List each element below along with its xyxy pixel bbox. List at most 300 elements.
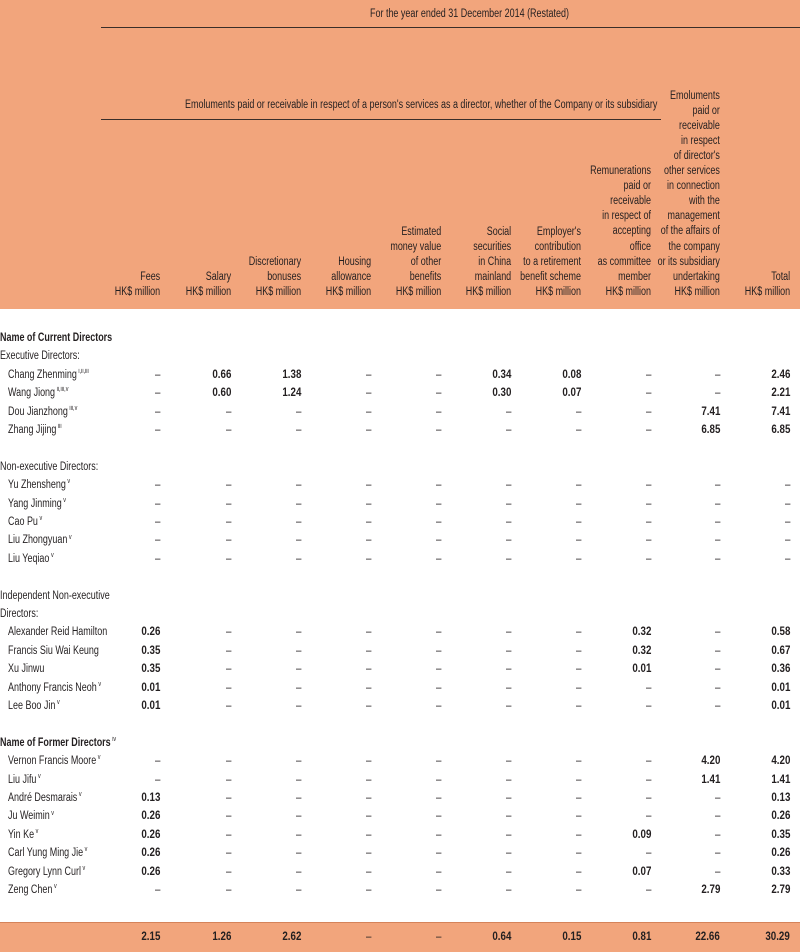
group-rule (101, 119, 661, 120)
column-header-6: Social securities in China mainland HK$ million (465, 225, 511, 298)
footnote-marker: v (35, 827, 39, 835)
table-cell: 0.35 (140, 644, 160, 657)
table-cell: – (295, 828, 301, 841)
column-header-7: Employer's contribution to a retirement benefit scheme HK$ million (520, 225, 581, 298)
table-cell: – (575, 644, 581, 657)
table-cell: 0.26 (770, 847, 790, 860)
section-heading-text: Executive Directors: (0, 350, 80, 363)
section-heading (0, 607, 38, 621)
table-cell: – (365, 847, 371, 860)
footnote-marker: v (98, 680, 102, 688)
table-cell: 0.34 (491, 368, 511, 381)
table-cell: 7.41 (770, 405, 790, 418)
section-heading-text: Directors: (0, 608, 39, 620)
table-cell: – (295, 810, 301, 823)
table-cell: – (505, 663, 511, 676)
table-cell: – (714, 534, 720, 547)
table-cell: – (365, 755, 371, 768)
table-cell: – (365, 405, 371, 418)
table-cell: – (575, 626, 581, 639)
director-name-text: Zeng Chen (8, 884, 53, 896)
table-cell: – (365, 773, 371, 786)
table-cell: – (714, 516, 720, 528)
table-cell: – (645, 424, 651, 436)
table-cell: – (225, 644, 231, 657)
footnote-marker: v (97, 754, 101, 762)
table-cell: 0.58 (770, 626, 790, 639)
table-cell: – (505, 847, 511, 860)
section-heading (0, 589, 110, 603)
director-name (8, 791, 82, 805)
table-cell: – (225, 424, 231, 436)
table-cell: – (365, 865, 371, 878)
table-cell: – (435, 773, 441, 786)
table-cell: – (225, 681, 231, 694)
table-cell: – (154, 884, 160, 896)
table-cell: – (295, 700, 301, 712)
director-name-text: Francis Siu Wai Keung (8, 644, 99, 657)
table-cell: – (295, 755, 301, 768)
table-cell: – (435, 792, 441, 804)
total-cell: 0.64 (491, 931, 511, 943)
director-name (8, 828, 38, 842)
director-name-text: André Desmarais (8, 792, 78, 804)
director-name-text: Lee Boo Jin (8, 700, 56, 712)
director-name (8, 846, 87, 860)
table-cell: – (505, 810, 511, 823)
table-cell: – (645, 681, 651, 694)
table-cell: – (505, 424, 511, 436)
table-cell: – (435, 663, 441, 676)
footnote-marker: v (78, 791, 82, 799)
table-cell: – (505, 552, 511, 565)
table-cell: – (154, 773, 160, 786)
table-cell: – (505, 497, 511, 510)
table-cell: – (505, 626, 511, 639)
director-name (8, 644, 99, 658)
table-cell: 0.60 (211, 387, 231, 400)
table-cell: – (295, 479, 301, 492)
director-name (8, 809, 54, 823)
table-cell: 4.20 (770, 755, 790, 768)
table-cell: – (435, 828, 441, 841)
table-cell: – (435, 516, 441, 528)
director-name (8, 662, 44, 676)
section-heading-text: Non-executive Directors: (0, 460, 99, 473)
table-cell: – (575, 865, 581, 878)
director-name-text: Zhang Jijing (8, 424, 57, 436)
table-cell: – (435, 810, 441, 823)
table-cell: 0.01 (140, 700, 160, 712)
table-cell: – (575, 497, 581, 510)
table-cell: – (225, 405, 231, 418)
table-cell: – (645, 847, 651, 860)
director-name-text: Dou Jianzhong (8, 405, 68, 418)
table-cell: – (645, 479, 651, 492)
table-cell: – (365, 552, 371, 565)
table-cell: – (295, 644, 301, 657)
table-cell: – (435, 681, 441, 694)
table-cell: – (784, 497, 790, 510)
director-name (8, 699, 60, 713)
director-name-text: Xu Jinwu (8, 663, 45, 676)
table-cell: – (505, 792, 511, 804)
footnote-marker: v (50, 551, 54, 559)
table-cell: – (365, 387, 371, 400)
table-cell: – (435, 626, 441, 639)
table-cell: – (575, 700, 581, 712)
director-name-text: Chang Zhenming (8, 368, 77, 381)
table-cell: 2.79 (770, 884, 790, 896)
table-cell: – (365, 497, 371, 510)
director-name (8, 386, 68, 400)
director-name-text: Liu Yeqiao (8, 552, 50, 565)
footnote-marker: v (82, 864, 86, 872)
director-name-text: Yu Zhensheng (8, 479, 66, 492)
director-name-text: Anthony Francis Neoh (8, 681, 97, 694)
table-cell: – (225, 626, 231, 639)
column-header-10: Total HK$ million (744, 270, 790, 298)
table-cell: 0.26 (140, 626, 160, 639)
table-cell: – (575, 405, 581, 418)
footnote-marker: v (37, 772, 41, 780)
table-cell: – (225, 755, 231, 768)
table-cell: – (365, 681, 371, 694)
director-name (8, 478, 70, 492)
table-cell: 0.26 (140, 865, 160, 878)
table-cell: – (645, 387, 651, 400)
table-cell: 0.36 (770, 663, 790, 676)
table-cell: – (225, 663, 231, 676)
table-cell: – (714, 552, 720, 565)
table-cell: – (435, 387, 441, 400)
table-cell: – (295, 663, 301, 676)
table-cell: 0.67 (770, 644, 790, 657)
table-cell: – (154, 534, 160, 547)
table-cell: – (505, 700, 511, 712)
footnote-marker: v (39, 515, 43, 523)
table-cell: 0.32 (631, 644, 651, 657)
table-cell: – (154, 479, 160, 492)
table-cell: 0.07 (631, 865, 651, 878)
director-name (8, 515, 42, 529)
table-cell: – (154, 516, 160, 528)
table-cell: – (225, 884, 231, 896)
total-cell: 2.62 (281, 931, 301, 943)
table-cell: – (365, 828, 371, 841)
footnote-marker: v (53, 883, 57, 891)
table-cell: 2.46 (770, 368, 790, 381)
table-cell: – (505, 479, 511, 492)
table-cell: 0.30 (491, 387, 511, 400)
table-cell: – (225, 847, 231, 860)
table-cell: – (154, 552, 160, 565)
table-cell: – (714, 847, 720, 860)
total-cell: – (435, 931, 441, 943)
table-cell: – (575, 663, 581, 676)
director-name (8, 368, 89, 382)
table-cell: – (714, 700, 720, 712)
director-name-text: Cao Pu (8, 516, 38, 528)
director-name-text: Gregory Lynn Curl (8, 865, 81, 878)
table-cell: – (435, 755, 441, 768)
column-header-5: Estimated money value of other benefits HK$ million (390, 225, 441, 298)
table-cell: – (645, 516, 651, 528)
director-name-text: Yang Jinming (8, 497, 62, 510)
table-cell: – (295, 884, 301, 896)
section-heading (0, 736, 116, 750)
footnote-marker: i,ii,iii (78, 367, 89, 375)
table-cell: – (505, 534, 511, 547)
director-name-text: Carl Yung Ming Jie (8, 847, 84, 860)
table-cell: 0.09 (631, 828, 651, 841)
table-cell: – (575, 479, 581, 492)
table-cell: – (154, 405, 160, 418)
table-cell: 0.26 (770, 810, 790, 823)
table-cell: 6.85 (770, 424, 790, 436)
section-heading (0, 349, 80, 363)
table-cell: – (575, 884, 581, 896)
director-name-text: Vernon Francis Moore (8, 755, 97, 768)
table-cell: – (295, 626, 301, 639)
table-cell: – (714, 681, 720, 694)
column-header-4: Housing allowance HK$ million (325, 255, 371, 298)
table-cell: – (225, 516, 231, 528)
table-cell: – (225, 828, 231, 841)
footnote-marker: iii,v (69, 404, 78, 412)
director-name (8, 625, 107, 639)
footnote-marker: v (56, 699, 60, 707)
table-cell: – (575, 773, 581, 786)
table-cell: 0.01 (140, 681, 160, 694)
section-heading-text: Name of Former Directors (0, 736, 111, 749)
table-cell: 7.41 (700, 405, 720, 418)
table-cell: – (365, 884, 371, 896)
table-cell: 0.26 (140, 810, 160, 823)
table-cell: 0.08 (561, 368, 581, 381)
table-cell: – (295, 534, 301, 547)
table-cell: – (505, 828, 511, 841)
table-cell: – (714, 479, 720, 492)
table-cell: – (714, 387, 720, 400)
director-name (8, 865, 85, 879)
table-cell: – (365, 626, 371, 639)
table-cell: 0.33 (770, 865, 790, 878)
table-cell: – (784, 479, 790, 492)
table-cell: – (365, 663, 371, 676)
table-cell: – (435, 884, 441, 896)
director-name-text: Yin Ke (8, 828, 35, 841)
table-cell: – (435, 497, 441, 510)
table-cell: – (645, 405, 651, 418)
table-cell: – (365, 700, 371, 712)
table-cell: – (714, 368, 720, 381)
table-cell: 2.21 (770, 387, 790, 400)
table-cell: 0.35 (140, 663, 160, 676)
director-name (8, 423, 62, 437)
table-cell: – (295, 792, 301, 804)
table-cell: – (645, 773, 651, 786)
director-name (8, 883, 57, 897)
table-cell: – (575, 755, 581, 768)
director-name (8, 405, 77, 419)
total-cell: 1.26 (211, 931, 231, 943)
section-heading (0, 460, 98, 474)
table-cell: – (295, 497, 301, 510)
table-cell: 2.79 (700, 884, 720, 896)
table-cell: 0.26 (140, 828, 160, 841)
table-cell: – (365, 644, 371, 657)
table-cell: – (714, 644, 720, 657)
footnote-marker: v (67, 478, 71, 486)
table-cell: – (365, 534, 371, 547)
table-cell: – (295, 424, 301, 436)
table-cell: 1.41 (770, 773, 790, 786)
table-cell: – (295, 847, 301, 860)
table-cell: – (225, 534, 231, 547)
table-cell: – (575, 424, 581, 436)
table-cell: – (575, 828, 581, 841)
footnote-marker: v (63, 496, 66, 504)
table-cell: – (225, 810, 231, 823)
table-cell: – (365, 792, 371, 804)
period-title: For the year ended 31 December 2014 (Restated) (370, 8, 569, 20)
total-cell: 0.81 (631, 931, 651, 943)
table-cell: – (154, 368, 160, 381)
table-cell: – (295, 681, 301, 694)
table-cell: – (225, 773, 231, 786)
table-cell: – (714, 497, 720, 510)
column-header-8: Remunerations paid or receivable in respect of accepting office as committee member HK$ million (590, 165, 651, 298)
director-name-text: Wang Jiong (8, 387, 56, 400)
total-cell: – (365, 931, 371, 943)
table-cell: 1.38 (281, 368, 301, 381)
table-cell: – (505, 773, 511, 786)
director-name-text: Liu Zhongyuan (8, 534, 68, 547)
table-cell: – (714, 828, 720, 841)
period-rule (101, 27, 800, 28)
table-cell: – (784, 516, 790, 528)
table-cell: – (225, 700, 231, 712)
director-name (8, 497, 66, 511)
table-cell: 0.66 (211, 368, 231, 381)
director-name (8, 681, 101, 695)
table-cell: 0.07 (561, 387, 581, 400)
table-cell: – (505, 681, 511, 694)
director-name (8, 773, 41, 787)
table-cell: – (435, 368, 441, 381)
footnote-marker: v (84, 846, 88, 854)
table-cell: – (435, 865, 441, 878)
director-name-text: Liu Jifu (8, 773, 37, 786)
table-cell: – (435, 424, 441, 436)
table-cell: 0.01 (770, 681, 790, 694)
table-cell: – (435, 405, 441, 418)
table-cell: – (435, 534, 441, 547)
footnote-marker: iii (57, 423, 62, 431)
table-cell: – (575, 516, 581, 528)
table-cell: – (435, 700, 441, 712)
totals-rule (0, 922, 800, 923)
total-cell: 22.66 (695, 931, 720, 943)
table-cell: – (435, 479, 441, 492)
table-cell: – (575, 847, 581, 860)
table-cell: – (225, 497, 231, 510)
group-title: Emoluments paid or receivable in respect of a person's services as a director, whether of the Company or its subsidiary (185, 99, 658, 111)
table-cell: – (645, 368, 651, 381)
table-cell: – (365, 479, 371, 492)
table-cell: – (645, 700, 651, 712)
table-cell: – (575, 681, 581, 694)
table-cell: – (714, 810, 720, 823)
table-cell: – (365, 810, 371, 823)
footnote-marker: v (51, 809, 54, 817)
table-cell: – (645, 884, 651, 896)
table-cell: – (575, 534, 581, 547)
table-cell: – (645, 497, 651, 510)
table-cell: – (714, 865, 720, 878)
section-heading-text: Independent Non-executive (0, 589, 110, 602)
table-cell: – (645, 810, 651, 823)
table-cell: – (225, 552, 231, 565)
header-bottom-rule (0, 308, 800, 309)
table-cell: – (505, 405, 511, 418)
table-cell: – (295, 552, 301, 565)
director-name (8, 754, 101, 768)
table-cell: 0.13 (770, 792, 790, 804)
section-heading (0, 331, 112, 345)
table-cell: 6.85 (700, 424, 720, 436)
director-name (8, 552, 54, 566)
table-cell: – (365, 368, 371, 381)
table-cell: – (645, 534, 651, 547)
table-cell: – (505, 755, 511, 768)
table-cell: 0.13 (140, 792, 160, 804)
table-cell: – (505, 516, 511, 528)
total-cell: 2.15 (140, 931, 160, 943)
director-name (8, 533, 72, 547)
table-cell: – (784, 534, 790, 547)
table-cell: – (645, 792, 651, 804)
footnote-marker: iv (112, 735, 117, 743)
table-cell: – (505, 884, 511, 896)
table-cell: – (225, 792, 231, 804)
table-cell: 0.01 (631, 663, 651, 676)
table-cell: – (225, 865, 231, 878)
column-header-3: Discretionary bonuses HK$ million (248, 255, 301, 298)
table-cell: – (225, 479, 231, 492)
table-cell: – (575, 810, 581, 823)
total-cell: 30.29 (765, 931, 790, 943)
table-cell: – (575, 792, 581, 804)
director-name-text: Ju Weimin (8, 810, 50, 823)
table-cell: 0.35 (770, 828, 790, 841)
table-cell: – (435, 552, 441, 565)
table-cell: – (154, 424, 160, 436)
table-cell: – (295, 405, 301, 418)
footnote-marker: ii,iii,v (56, 386, 69, 394)
table-cell: – (784, 552, 790, 565)
table-cell: – (154, 387, 160, 400)
table-cell: 1.41 (700, 773, 720, 786)
table-cell: – (714, 792, 720, 804)
table-cell: – (505, 644, 511, 657)
table-cell: – (435, 644, 441, 657)
totals-band (0, 922, 800, 952)
director-name-text: Alexander Reid Hamilton (8, 626, 108, 639)
table-cell: – (714, 626, 720, 639)
table-cell: – (645, 755, 651, 768)
